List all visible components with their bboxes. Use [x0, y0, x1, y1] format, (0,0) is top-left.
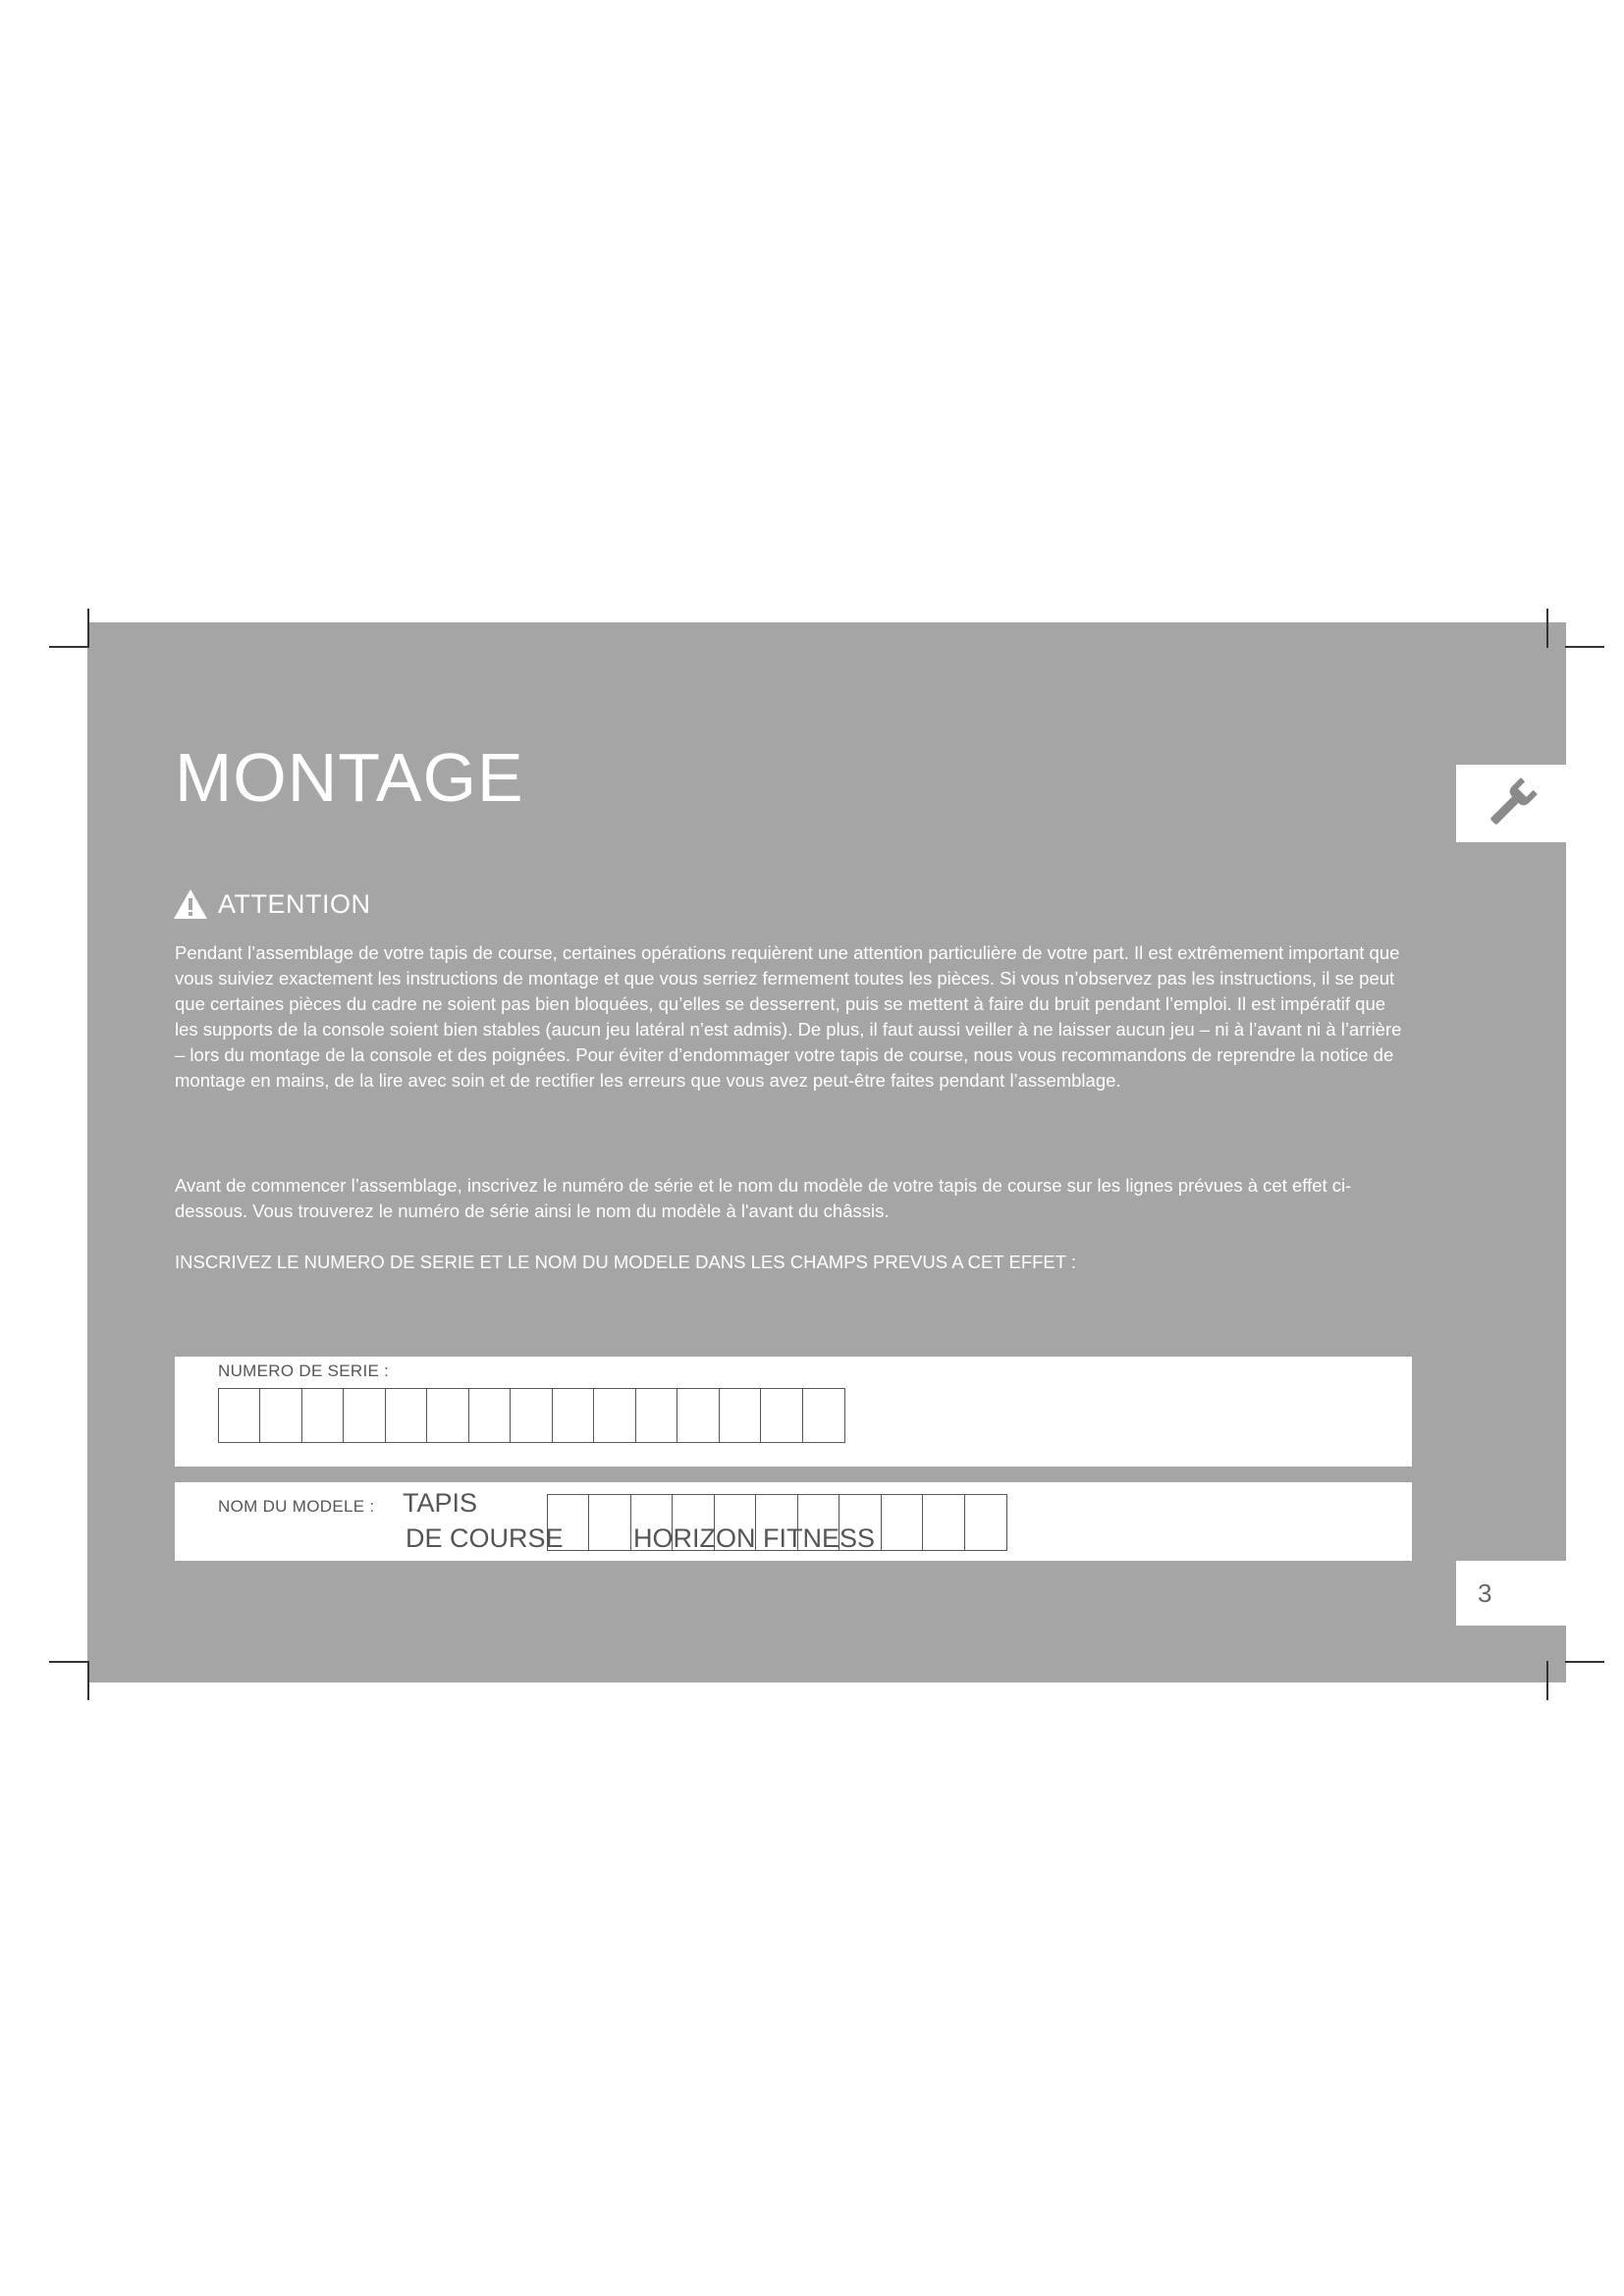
serial-cell[interactable] [635, 1388, 678, 1443]
serial-cell[interactable] [510, 1388, 553, 1443]
side-tab [1456, 765, 1566, 842]
serial-cell[interactable] [218, 1388, 261, 1443]
warning-icon [173, 888, 208, 920]
crop-mark-bottom-right [1565, 1661, 1604, 1663]
serial-cell[interactable] [677, 1388, 720, 1443]
serial-cell[interactable] [385, 1388, 428, 1443]
serial-instructions-paragraph: Avant de commencer l’assemblage, inscrivez le numéro de série et le nom du modèle de votre tapis de course sur les lignes prévues à cet effet ci-dessous. Vous trouverez le numéro de série ainsi le nom du modèle à l'avant du châssis. [175, 1175, 1352, 1221]
assembly-warning-paragraph: Pendant l’assemblage de votre tapis de course, certaines opérations requièrent une attention particulière de votre part. Il est extrêmement important que vous suiviez exactement les instructions de montage et que vous serriez fermement toutes les pièces. Si vous n’observez pas les instructions, il se peut que certaines pièces du cadre ne soient pas bien bloquées, qu’elles se desserrent, puis se mettent à faire du bruit pendant l’emploi. Il est impératif que les supports de la console soient bien stables (aucun jeu latéral n’est admis). De plus, il faut aussi veiller à ne laisser aucun jeu – ni à l’avant ni à l’arrière – lors du montage de la console et des poignées. Pour éviter d’endommager votre tapis de course, nous vous recommandons de reprendre la notice de montage en mains, de la lire avec soin et de rectifier les erreurs que vous avez peut-être faites pendant l’assemblage. [175, 942, 1402, 1091]
crop-mark-top-right [1565, 646, 1604, 648]
serial-cell[interactable] [552, 1388, 595, 1443]
wrench-icon [1482, 774, 1541, 833]
model-name-line-3: HORIZON FITNESS [633, 1523, 876, 1553]
serial-number-cells [219, 1388, 845, 1443]
serial-cell[interactable] [301, 1388, 345, 1443]
crop-mark-bottom-left [49, 1661, 88, 1663]
page-title: MONTAGE [175, 739, 524, 816]
model-cell[interactable] [881, 1494, 924, 1551]
serial-cell[interactable] [802, 1388, 845, 1443]
page-number: 3 [1478, 1577, 1492, 1608]
fields-instruction: INSCRIVEZ LE NUMERO DE SERIE ET LE NOM DU MODELE DANS LES CHAMPS PREVUS A CET EFFET : [175, 1252, 1077, 1272]
attention-heading [173, 887, 371, 921]
crop-mark-top-left-v [87, 609, 89, 648]
crop-mark-bottom-left-v [87, 1661, 89, 1700]
serial-cell[interactable] [593, 1388, 636, 1443]
serial-cell[interactable] [259, 1388, 302, 1443]
model-name-box [175, 1482, 1412, 1561]
serial-cell[interactable] [343, 1388, 386, 1443]
crop-mark-top-right-v [1546, 609, 1548, 648]
crop-mark-top-left [49, 646, 88, 648]
serial-cell[interactable] [760, 1388, 803, 1443]
serial-number-box [175, 1357, 1412, 1467]
crop-mark-bottom-right-v [1546, 1661, 1548, 1700]
model-cell[interactable] [922, 1494, 965, 1551]
model-cell[interactable] [964, 1494, 1007, 1551]
model-name-label: NOM DU MODELE : [218, 1497, 375, 1516]
model-name-line-2: DE COURSE [406, 1523, 564, 1553]
model-name-line-1: TAPIS [403, 1488, 478, 1518]
serial-cell[interactable] [426, 1388, 469, 1443]
serial-cell[interactable] [719, 1388, 762, 1443]
page-number-tab [1456, 1561, 1566, 1626]
attention-label: ATTENTION [218, 888, 371, 919]
model-cell[interactable] [588, 1494, 631, 1551]
serial-cell[interactable] [468, 1388, 512, 1443]
serial-number-label: NUMERO DE SERIE : [218, 1362, 390, 1380]
